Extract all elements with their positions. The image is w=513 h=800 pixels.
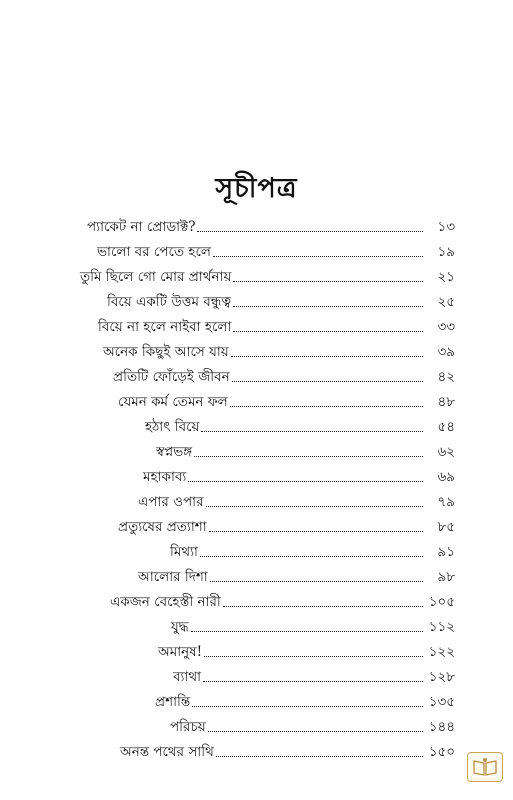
dot-leader bbox=[206, 506, 423, 507]
toc-entry bbox=[97, 237, 455, 261]
toc-entry-page: ৫৪ bbox=[437, 419, 455, 435]
toc-entry bbox=[120, 737, 455, 761]
toc-entry bbox=[158, 637, 455, 661]
toc-entry-title: মিথ্যা bbox=[170, 544, 198, 560]
toc-entry bbox=[138, 562, 455, 586]
toc-entry-title: স্বপ্নভঙ্গ bbox=[156, 444, 193, 460]
toc-entry-title: যেমন কর্ম তেমন ফল bbox=[118, 394, 228, 410]
dot-leader bbox=[230, 406, 423, 407]
page-title: সূচীপত্র bbox=[215, 173, 298, 204]
toc-entry-page: ৬৯ bbox=[437, 469, 455, 485]
toc-entry-title: প্যাকেট না প্রোডাক্ট? bbox=[87, 219, 196, 235]
toc-entry-title: পরিচয় bbox=[170, 719, 206, 735]
toc-entry-title: প্রশান্তি bbox=[155, 694, 191, 710]
toc-entry bbox=[103, 337, 455, 361]
toc-entry bbox=[80, 262, 455, 286]
toc-entry-page: ১৩ bbox=[437, 219, 455, 235]
toc-entry-page: ১০৫ bbox=[428, 594, 455, 610]
toc-entry-title: বিয়ে না হলে নাইবা হলো bbox=[98, 319, 232, 335]
toc-entry bbox=[98, 312, 455, 336]
toc-entry-page: ১৫০ bbox=[428, 744, 455, 760]
book-logo-icon bbox=[472, 757, 498, 777]
toc-entry-page: ৩৯ bbox=[437, 344, 455, 360]
toc-entry bbox=[170, 712, 455, 736]
dot-leader bbox=[200, 556, 423, 557]
toc-entry bbox=[170, 537, 455, 561]
toc-entry-page: ৩৩ bbox=[437, 319, 455, 335]
toc-entry bbox=[138, 487, 455, 511]
toc-entry-title: আলোর দিশা bbox=[138, 569, 208, 585]
toc-entry-title: অমানুষ! bbox=[158, 644, 203, 660]
toc-entry bbox=[118, 512, 455, 536]
toc-entry-page: ১৩৫ bbox=[428, 694, 455, 710]
toc-entry bbox=[113, 362, 455, 386]
toc-entry-title: একজন বেহেস্তী নারী bbox=[110, 594, 221, 610]
dot-leader bbox=[223, 606, 423, 607]
dot-leader bbox=[208, 731, 423, 732]
toc-entry bbox=[110, 587, 455, 611]
dot-leader bbox=[209, 531, 423, 532]
toc-entry-page: ১২৮ bbox=[428, 669, 455, 685]
dot-leader bbox=[213, 256, 423, 257]
dot-leader bbox=[216, 756, 423, 757]
toc-entry-title: অনন্ত পথের সাথি bbox=[120, 744, 214, 760]
toc-entry-title: বিয়ে একটি উত্তম বন্ধুত্ব bbox=[107, 294, 232, 310]
toc-entry-title: প্রতিটি ফোঁড়েই জীবন bbox=[113, 369, 230, 385]
publisher-logo bbox=[467, 752, 503, 782]
toc-entry bbox=[107, 287, 455, 311]
toc-entry-page: ১৪৪ bbox=[428, 719, 455, 735]
toc-entry-page: ৮৫ bbox=[437, 519, 455, 535]
toc-entry-title: হঠাৎ বিয়ে bbox=[145, 419, 200, 435]
toc-entry-page: ৭৯ bbox=[437, 494, 455, 510]
toc-entry-title: তুমি ছিলে গো মোর প্রার্থনায় bbox=[80, 269, 232, 285]
toc-entry-page: ১১২ bbox=[428, 619, 455, 635]
dot-leader bbox=[210, 581, 423, 582]
toc-entry-page: ৪২ bbox=[437, 369, 455, 385]
dot-leader bbox=[188, 481, 423, 482]
toc-entry-page: ১৯ bbox=[437, 244, 455, 260]
toc-entry-page: ২১ bbox=[437, 269, 455, 285]
toc-entry-title: ব্যাথা bbox=[173, 669, 202, 685]
dot-leader bbox=[191, 631, 423, 632]
toc-entry-page: ৯৮ bbox=[437, 569, 455, 585]
toc-entry bbox=[118, 387, 455, 411]
toc-entry-page: ৬২ bbox=[437, 444, 455, 460]
toc-entry bbox=[143, 462, 455, 486]
toc-entry-title: এপার ওপার bbox=[138, 494, 204, 510]
dot-leader bbox=[233, 331, 423, 332]
toc-entry-page: ৪৮ bbox=[437, 394, 455, 410]
dot-leader bbox=[203, 681, 423, 682]
toc-entry bbox=[87, 212, 455, 236]
toc-entry bbox=[156, 437, 455, 461]
toc-entry-title: ভালো বর পেতে হলে bbox=[97, 244, 211, 260]
toc-entry-title: অনেক কিছুই আসে যায় bbox=[103, 344, 229, 360]
toc-entry-title: মহাকাব্য bbox=[143, 469, 187, 485]
dot-leader bbox=[231, 356, 423, 357]
toc-entry-title: প্রত্যুষের প্রত্যাশা bbox=[118, 519, 207, 535]
dot-leader bbox=[233, 281, 423, 282]
dot-leader bbox=[201, 431, 423, 432]
toc-entry bbox=[173, 662, 455, 686]
toc-entry bbox=[171, 612, 455, 636]
toc-entry bbox=[155, 687, 455, 711]
dot-leader bbox=[194, 456, 423, 457]
dot-leader bbox=[232, 381, 423, 382]
toc-entry-page: ২৫ bbox=[437, 294, 455, 310]
toc-entry-title: যুদ্ধ bbox=[171, 619, 189, 635]
dot-leader bbox=[204, 656, 423, 657]
dot-leader bbox=[233, 306, 423, 307]
toc-entry-page: ১২২ bbox=[428, 644, 455, 660]
toc-entry-page: ৯১ bbox=[437, 544, 455, 560]
dot-leader bbox=[192, 706, 423, 707]
toc-entry bbox=[145, 412, 455, 436]
dot-leader bbox=[197, 231, 423, 232]
